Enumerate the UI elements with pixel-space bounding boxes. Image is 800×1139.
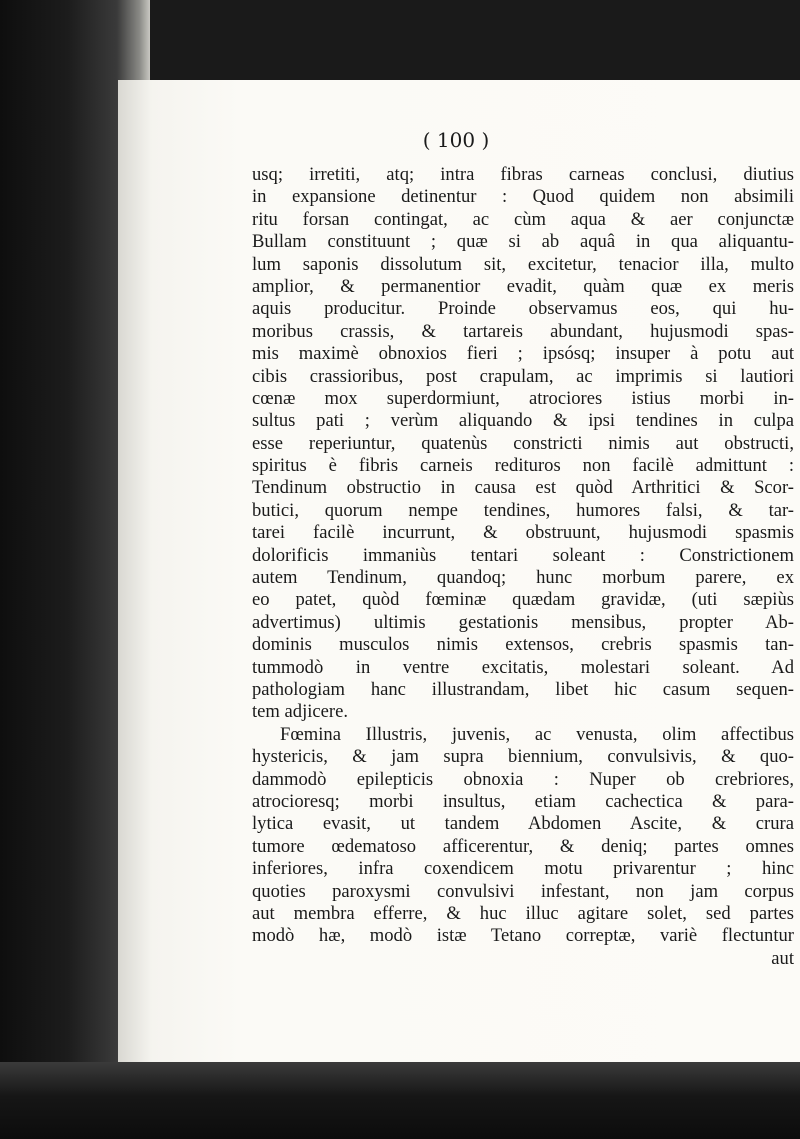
text-line: ritu forsan contingat, ac cùm aqua & aer conjunctæ xyxy=(252,208,794,230)
text-line: tumore œdematoso afficerentur, & deniq; partes omnes xyxy=(252,835,794,857)
text-line: amplior, & permanentior evadit, quàm quæ ex meris xyxy=(252,275,794,297)
text-line: atrocioresq; morbi insultus, etiam cachectica & para- xyxy=(252,790,794,812)
text-line: dammodò epilepticis obnoxia : Nuper ob crebriores, xyxy=(252,768,794,790)
text-line: Bullam constituunt ; quæ si ab aquâ in qua aliquantu- xyxy=(252,231,794,253)
text-line: aquis producitur. Proinde observamus eos, qui hu- xyxy=(252,298,794,320)
text-line: sultus pati ; verùm aliquando & ipsi tendines in culpa xyxy=(252,410,794,432)
text-line: dolorificis immaniùs tentari soleant : Constrictionem xyxy=(252,544,794,566)
page-number: ( 100 ) xyxy=(422,128,490,152)
text-line: lytica evasit, ut tandem Abdomen Ascite, & crura xyxy=(252,813,794,835)
text-line: mis maximè obnoxios fieri ; ipsósq; insuper à potu aut xyxy=(252,343,794,365)
text-line: moribus crassis, & tartareis abundant, hujusmodi spas- xyxy=(252,320,794,342)
text-line: pathologiam hanc illustrandam, libet hic casum sequen- xyxy=(252,678,794,700)
text-line: butici, quorum nempe tendines, humores falsi, & tar- xyxy=(252,499,794,521)
text-line: eo patet, quòd fœminæ quædam gravidæ, (uti sæpiùs xyxy=(252,589,794,611)
page-bottom-edge xyxy=(0,1062,800,1139)
text-line: quoties paroxysmi convulsivi infestant, non jam corpus xyxy=(252,880,794,902)
text-line: modò hæ, modò istæ Tetano correptæ, variè flectuntur xyxy=(252,925,794,947)
text-line: cibis crassioribus, post crapulam, ac imprimis si lautiori xyxy=(252,365,794,387)
text-line: Tendinum obstructio in causa est quòd Arthritici & Scor- xyxy=(252,477,794,499)
text-line: autem Tendinum, quandoq; hunc morbum parere, ex xyxy=(252,567,794,589)
text-line: advertimus) ultimis gestationis mensibus, propter Ab- xyxy=(252,611,794,633)
text-line: spiritus è fibris carneis redituros non facilè admittunt : xyxy=(252,455,794,477)
text-line: cœnæ mox superdormiunt, atrociores istius morbi in- xyxy=(252,387,794,409)
body-text xyxy=(252,164,794,970)
text-line: tem adjicere. xyxy=(252,701,349,723)
text-line: tarei facilè incurrunt, & obstruunt, hujusmodi spasmis xyxy=(252,522,794,544)
catchword: aut xyxy=(771,947,794,969)
text-line: dominis musculos nimis extensos, crebris spasmis tan- xyxy=(252,634,794,656)
printed-page xyxy=(118,80,800,1062)
text-line: Fœmina Illustris, juvenis, ac venusta, olim affectibus xyxy=(280,723,794,745)
text-line: tummodò in ventre excitatis, molestari soleant. Ad xyxy=(252,656,794,678)
text-line: esse reperiuntur, quatenùs constricti nimis aut obstructi, xyxy=(252,432,794,454)
text-line: usq; irretiti, atq; intra fibras carneas conclusi, diutius xyxy=(252,164,794,185)
text-line: lum saponis dissolutum sit, excitetur, tenacior illa, multo xyxy=(252,253,794,275)
text-line: in expansione detinentur : Quod quidem non absimili xyxy=(252,186,794,208)
text-line: aut membra efferre, & huc illuc agitare solet, sed partes xyxy=(252,902,794,924)
text-line: hystericis, & jam supra biennium, convulsivis, & quo- xyxy=(252,746,794,768)
text-line: inferiores, infra coxendicem motu privarentur ; hinc xyxy=(252,858,794,880)
